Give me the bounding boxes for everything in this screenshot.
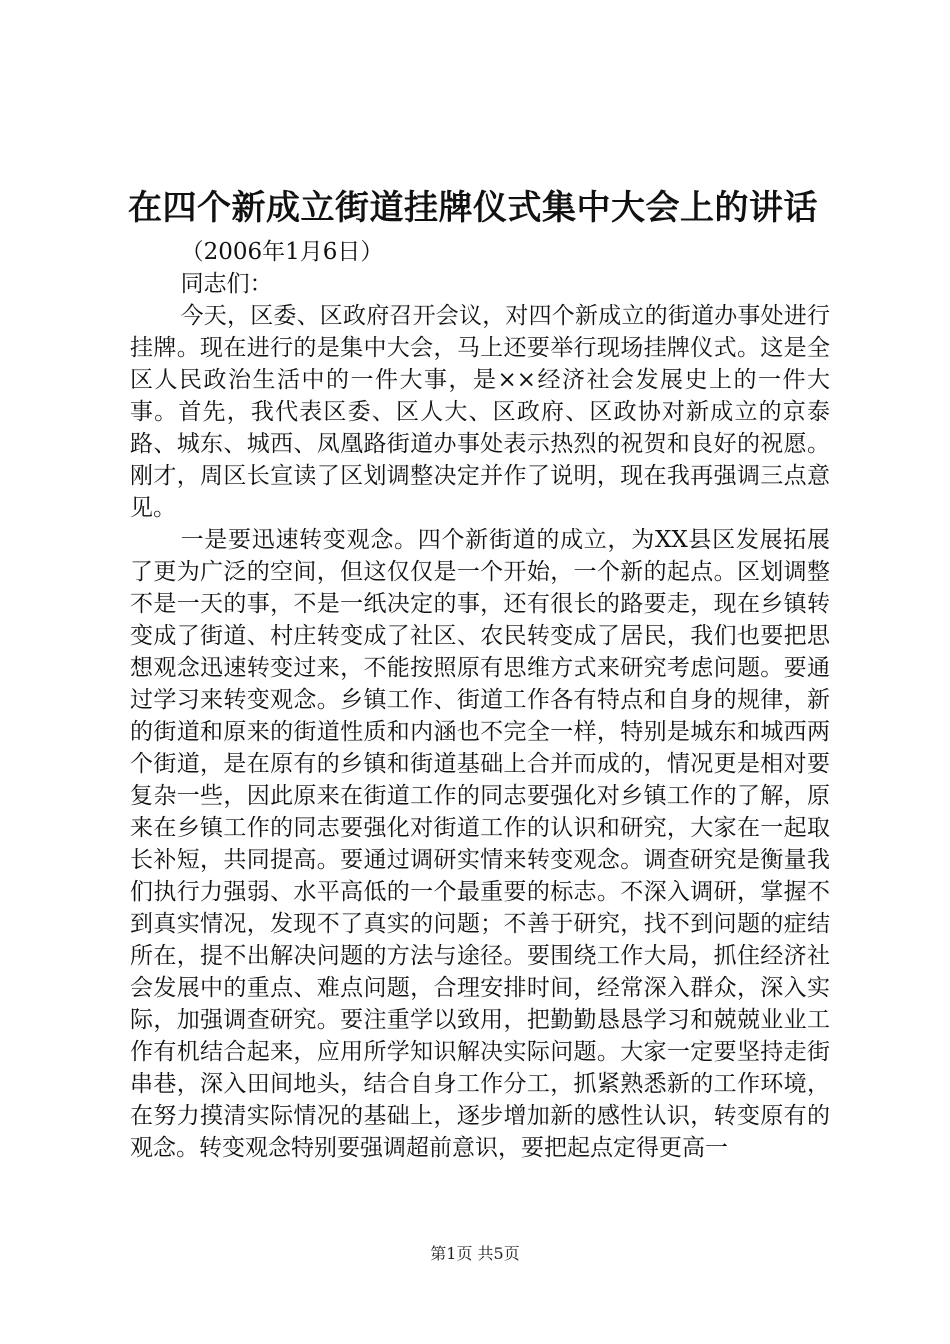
paragraph-point-one: 一是要迅速转变观念。四个新街道的成立，为XX县区发展拓展了更为广泛的空间，但这仅仅是一个开始，一个新的起点。区划调整不是一天的事，不是一纸决定的事，还有很长的路要走，现在乡镇转变成了街道、村庄转变成了社区、农民转变成了居民，我们也要把思想观念迅速转变过来，不能按照原有思维方式来研究考虑问题。要通过学习来转变观念。乡镇工作、街道工作各有特点和自身的规律，新的街道和原来的街道性质和内涵也不完全一样，特别是城东和城西两个街道，是在原有的乡镇和街道基础上合并而成的，情况更是相对要复杂一些，因此原来在街道工作的同志要强化对乡镇工作的了解，原来在乡镇工作的同志要强化对街道工作的认识和研究，大家在一起取长补短，共同提高。要通过调研实情来转变观念。调查研究是衡量我们执行力强弱、水平高低的一个最重要的标志。不深入调研，掌握不到真实情况，发现不了真实的问题；不善于研究，找不到问题的症结所在，提不出解决问题的方法与途径。要围绕工作大局，抓住经济社会发展中的重点、难点问题，合理安排时间，经常深入群众，深入实际，加强调查研究。要注重学以致用，把勤勤恳恳学习和兢兢业业工作有机结合起来，应用所学知识解决实际问题。大家一定要坚持走街串巷，深入田间地头，结合自身工作分工，抓紧熟悉新的工作环境，在努力摸清实际情况的基础上，逐步增加新的感性认识，转变原有的观念。转变观念特别要强调超前意识，要把起点定得更高一 [130, 527, 830, 1161]
salutation: 同志们： [180, 271, 273, 297]
document-body [130, 236, 830, 1164]
speech-date: （2006年1月6日） [180, 239, 384, 265]
page-footer: 第1页 共5页 [430, 1244, 520, 1263]
paragraph-intro: 今天，区委、区政府召开会议，对四个新成立的街道办事处进行挂牌。现在进行的是集中大会，马上还要举行现场挂牌仪式。这是全区人民政治生活中的一件大事，是××经济社会发展史上的一件大事。首先，我代表区委、区人大、区政府、区政协对新成立的京泰路、城东、城西、凤凰路街道办事处表示热烈的祝贺和良好的祝愿。刚才，周区长宣读了区划调整决定并作了说明，现在我再强调三点意见。 [130, 303, 830, 521]
document-title: 在四个新成立街道挂牌仪式集中大会上的讲话 [128, 188, 818, 228]
